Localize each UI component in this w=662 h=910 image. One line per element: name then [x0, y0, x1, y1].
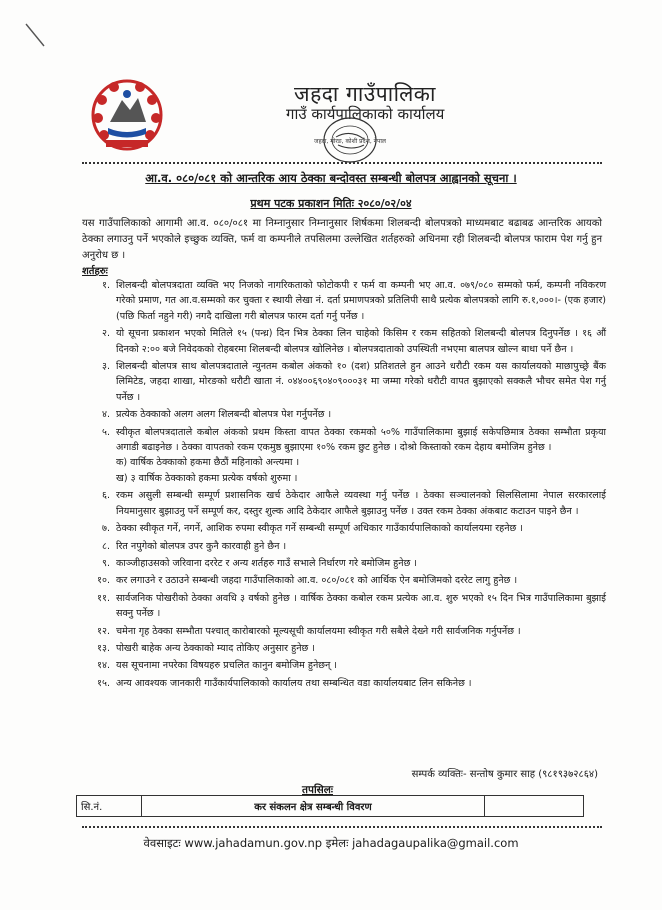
email-link[interactable]: jahadagaupalika@gmail.com: [352, 836, 519, 850]
notice-title: आ.व. ०८०/०८१ को आन्तरिक आय ठेक्का बन्दोवस्त सम्बन्धी बोलपत्र आह्वानको सूचना ।: [145, 171, 517, 185]
term-item: १४. यस सूचनामा नपरेका विषयहरु प्रचलित कानुन बमोजिम हुनेछन् ।: [96, 660, 338, 672]
contact-person: सम्पर्क व्यक्तिः- सन्तोष कुमार साह (९८१९३७२८६४): [411, 769, 598, 780]
term-item: ९. काञ्जीहाउसको जरिवाना दररेट र अन्य शर्तहरु गाउँ सभाले निर्धारण गरे बमोजिम हुनेछ ।: [101, 557, 417, 569]
term-item: १२. चमेना गृह ठेक्का सम्भौता पश्चात् कारोबारको मूल्यसूची कार्यालयमा स्वीकृत गरी सबैले देख्ने गरी सार्वजनिक गर्नुपर्नेछ ।: [96, 625, 521, 637]
header-divider: [82, 162, 602, 164]
term-item: ११. सार्वजनिक पोखरीको ठेक्का अवधि ३ वर्षको हुनेछ । वार्षिक ठेक्का कबोल रकम प्रत्येक आ.व. शुरु भएको १५ दिन भित्र गाउँपालिकामा बुझाई सक्नु पर्नेछ ।: [96, 592, 606, 620]
table-header-description: कर संकलन क्षेत्र सम्बन्धी विवरण: [142, 796, 485, 817]
website-link[interactable]: www.jahadamun.gov.np: [184, 836, 323, 850]
term-item: १३. पोखरी बाहेक अन्य ठेक्काको म्याद तोकिए अनुसार हुनेछ ।: [96, 642, 315, 654]
table-header-blank: [485, 796, 584, 817]
term-item: ४. प्रत्येक ठेक्काको अलग अलग शिलबन्दी बोलपत्र पेश गर्नुपर्नेछ ।: [101, 409, 332, 421]
table-row: [77, 796, 584, 817]
table-header-serial: सि.नं.: [77, 796, 142, 817]
term-sub-item: ख) ३ वार्षिक ठेक्काको हकमा प्रत्येक वर्षको शुरुमा ।: [116, 472, 298, 484]
footer-contact: [0, 836, 662, 851]
footer-divider: [82, 826, 602, 828]
stamp-text: जहदा, मोरङ, कोशी प्रदेश, नेपाल: [314, 138, 386, 145]
term-item: १. शिलबन्दी बोलपत्रदाता व्यक्ति भए निजको नागरिकताको फोटोकपी र फर्म वा कम्पनी भए आ.व. ०७९/०८० सम्मको फर्म, कम्पनी नविकरण गरेको प्रमाण, गत आ.व.सम्मको कर चुक्ता र स्थायी लेखा नं. दर्ता प्रमाणपत्रको प्रतिलिपी साथै प्रत्येक बोलपत्रको लागि रु.१,०००।- (एक हजार) (पछि फिर्ता नहुने गरी) नगदै दाखिला गरी बोलपत्र फारम दर्ता गर्नु पर्नेछ ।: [101, 280, 606, 322]
office-stamp: [314, 115, 386, 165]
details-table: [76, 795, 584, 817]
municipality-name: जहदा गाउँपालिका: [294, 82, 436, 106]
pen-mark: [24, 22, 46, 48]
term-item: १५. अन्य आवश्यक जानकारी गाउँकार्यपालिकाको कार्यालय तथा सम्बन्धित वडा कार्यालयबाट लिन सकिनेछ ।: [96, 677, 472, 689]
terms-heading: शर्तहरुः: [82, 266, 108, 277]
term-sub-item: क) वार्षिक ठेक्काको हकमा छैठौं महिनाको अन्त्यमा ।: [116, 457, 300, 469]
term-item: ८. रित नपुगेको बोलपत्र उपर कुनै कारवाही हुने छैन ।: [101, 540, 287, 552]
term-item: ५. स्वीकृत बोलपत्रदाताले कबोल अंकको प्रथम किस्ता वापत ठेक्का रकमको ५०% गाउँपालिकामा बुझाई सकेपछिमात्र ठेक्का सम्भौता प्रकृया अगाडी बढाइनेछ । ठेक्का वापतको रकम एकमुष्ठ बुझाएमा १०% रकम छुट हुनेछ । दोश्रो किस्ताको रकम देहाय बमोजिम हुनेछ । क) वार्षिक ठेक्काको हकमा छैठौं महिनाको अन्त्यमा । ख) ३ वार्षिक ठेक्काको हकमा प्रत्येक वर्षको शुरुमा ।: [82, 425, 606, 487]
term-item: २. यो सूचना प्रकाशन भएको मितिले १५ (पन्ध्र) दिन भित्र ठेक्का लिन चाहेको किसिम र रकम सहितको शिलबन्दी बोलपत्र दिनुपर्नेछ । १६ औं दिनको २:०० बजे निवेदकको रोहबरमा शिलबन्दी बोलपत्र खोलिनेछ । बोलपत्रदाताको उपस्थिती नभएमा बालपत्र खोल्न बाधा पर्ने छैन ।: [101, 328, 606, 355]
email-label: इमेलः: [325, 836, 349, 850]
nepal-emblem-icon: [88, 78, 166, 152]
term-item: १०. कर लगाउने र उठाउने सम्बन्धी जहदा गाउँपालिकाको आ.व. ०८०/०८१ को आर्थिक ऐन बमोजिमको दररेट लागु हुनेछ ।: [96, 575, 518, 587]
office-name: गाउँ कार्यपालिकाको कार्यालय: [286, 105, 445, 123]
publication-date: प्रथम पटक प्रकाशन मितिः २०८०/०२/०४: [250, 197, 412, 210]
term-item: ६. रकम असुली सम्बन्धी सम्पूर्ण प्रशासनिक खर्च ठेकेदार आफैले व्यवस्था गर्नु पर्नेछ । ठेक्का सञ्चालनको सिलसिलामा नेपाल सरकारलाई नियमानुसार बुझाउनु पर्ने सम्पूर्ण कर, दस्तुर शुल्क आदि ठेकेदार आफैले बुझाउनु पर्नेछ । उक्त रकम ठेक्का अंकबाट कटाउन पाइने छैन ।: [101, 490, 606, 517]
term-item: ७. ठेक्का स्वीकृत गर्ने, नगर्ने, आशिक रुपमा स्वीकृत गर्ने सम्बन्धी सम्पूर्ण अधिकार गाउँकार्यपालिकाको कार्यालयमा रहनेछ ।: [101, 523, 523, 535]
website-label: वेवसाइटः: [143, 836, 181, 850]
terms-list: [82, 278, 606, 693]
term-item: ३. शिलबन्दी बोलपत्र साथ बोलपत्रदाताले न्युनतम कबोल अंकको १० (दश) प्रतिशतले हुन आउने धरौटी रकम यस कार्यालयको माछापुच्छ्रे बैंक लिमिटेड, जहदा शाखा, मोरङको धरौटी खाता नं. ०४४००६९०४०९०००३१ मा जम्मा गरेको धरौटी वापत बुझाएको सक्कलै भौचर समेत पेश गर्नु पर्नेछ ।: [101, 361, 606, 403]
intro-paragraph: यस गाउँपालिकाको आगामी आ.व. ०८०/०८१ मा निम्नानुसार निम्नानुसार शिर्षकमा शिलबन्दी बोलपत्रको माध्यमबाट बढाबढ आन्तरिक आयको ठेक्का लगाउनु पर्ने भएकोले इच्छुक व्यक्ति, फर्म वा कम्पनीले तपसिलमा उल्लेखित शर्तहरुको अधिनमा रही शिलबन्दी बोलपत्र फाराम पेश गर्नु हुन अनुरोध छ ।: [82, 218, 602, 261]
tapasil-heading: तपसिलः: [302, 784, 334, 796]
